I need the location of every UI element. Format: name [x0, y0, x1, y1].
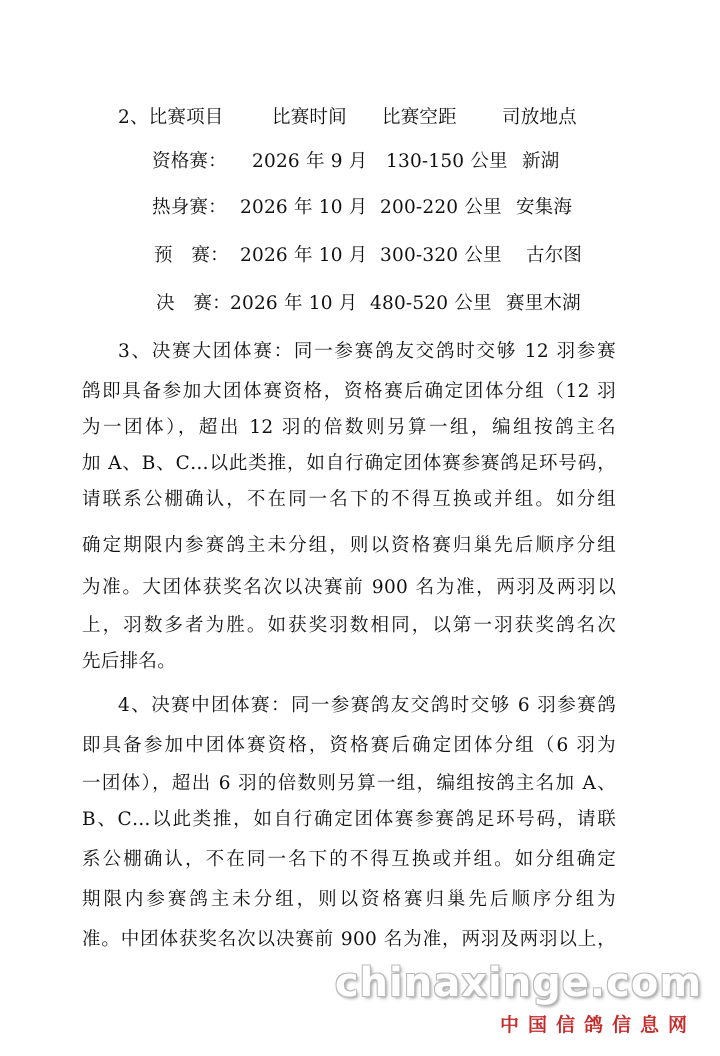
paragraph-line: 为一团体），超出 12 羽的倍数则另算一组，编组按鸽主名 [82, 417, 616, 438]
paragraph-line: 请联系公棚确认，不在同一名下的不得互换或并组。如分组 [82, 489, 616, 510]
schedule-row-qualifier-time: 2026 年 9 月 [252, 151, 368, 172]
schedule-row-qualifier-distance: 130-150 公里 [386, 151, 508, 172]
paragraph-line: 上，羽数多者为胜。如获奖羽数相同，以第一羽获奖鸽名次 [82, 615, 616, 636]
paragraph-line: 为准。大团体获奖名次以决赛前 900 名为准，两羽及两羽以 [82, 577, 616, 598]
paragraph-line: 先后排名。 [82, 651, 177, 672]
schedule-row-final-location: 赛里木湖 [506, 293, 581, 314]
schedule-row-warmup-event: 热身赛： [152, 197, 227, 218]
paragraph-line: 鸽即具备参加大团体赛资格，资格赛后确定团体分组（12 羽 [82, 381, 616, 402]
paragraph-line: 一团体），超出 6 羽的倍数则另算一组，编组按鸽主名加 A、 [82, 773, 616, 794]
paragraph-line: 系公棚确认，不在同一名下的不得互换或并组。如分组确定 [82, 849, 616, 870]
watermark-domain: chinaxinge.com [334, 960, 702, 1006]
paragraph-line: 3、决赛大团体赛：同一参赛鸽友交鸽时交够 12 羽参赛 [118, 341, 616, 362]
schedule-header-distance: 比赛空距 [382, 107, 457, 128]
schedule-row-qualifier-location: 新湖 [522, 151, 560, 172]
schedule-row-final-event: 决 赛： [156, 293, 231, 314]
schedule-row-final-time: 2026 年 10 月 [230, 293, 358, 314]
schedule-row-final-distance: 480-520 公里 [370, 293, 492, 314]
paragraph-line: 期限内参赛鸽主未分组，则以资格赛归巢先后顺序分组为 [82, 889, 616, 910]
paragraph-line: 4、决赛中团体赛：同一参赛鸽友交鸽时交够 6 羽参赛鸽 [118, 695, 616, 716]
schedule-row-semifinal-time: 2026 年 10 月 [240, 245, 368, 266]
schedule-row-qualifier-event: 资格赛： [152, 151, 227, 172]
paragraph-line: 即具备参加中团体赛资格，资格赛后确定团体分组（6 羽为 [82, 735, 616, 756]
schedule-header-time: 比赛时间 [272, 107, 347, 128]
schedule-row-semifinal-distance: 300-320 公里 [380, 245, 502, 266]
paragraph-line: 确定期限内参赛鸽主未分组，则以资格赛归巢先后顺序分组 [82, 535, 616, 556]
paragraph-line: B、C…以此类推，如自行确定团体赛参赛鸽足环号码，请联 [82, 809, 616, 830]
schedule-row-semifinal-event: 预 赛： [154, 245, 229, 266]
schedule-header-location: 司放地点 [502, 107, 577, 128]
schedule-header-num: 2、比赛项目 [118, 107, 224, 128]
schedule-row-warmup-time: 2026 年 10 月 [240, 197, 368, 218]
schedule-row-warmup-location: 安集海 [516, 197, 573, 218]
watermark-site-name: 中国信鸽信息网 [499, 1014, 696, 1036]
schedule-row-warmup-distance: 200-220 公里 [380, 197, 502, 218]
schedule-row-semifinal-location: 古尔图 [526, 245, 583, 266]
paragraph-line: 准。中团体获奖名次以决赛前 900 名为准，两羽及两羽以上， [82, 929, 616, 950]
paragraph-line: 加 A、B、C…以此类推，如自行确定团体赛参赛鸽足环号码， [82, 453, 616, 474]
